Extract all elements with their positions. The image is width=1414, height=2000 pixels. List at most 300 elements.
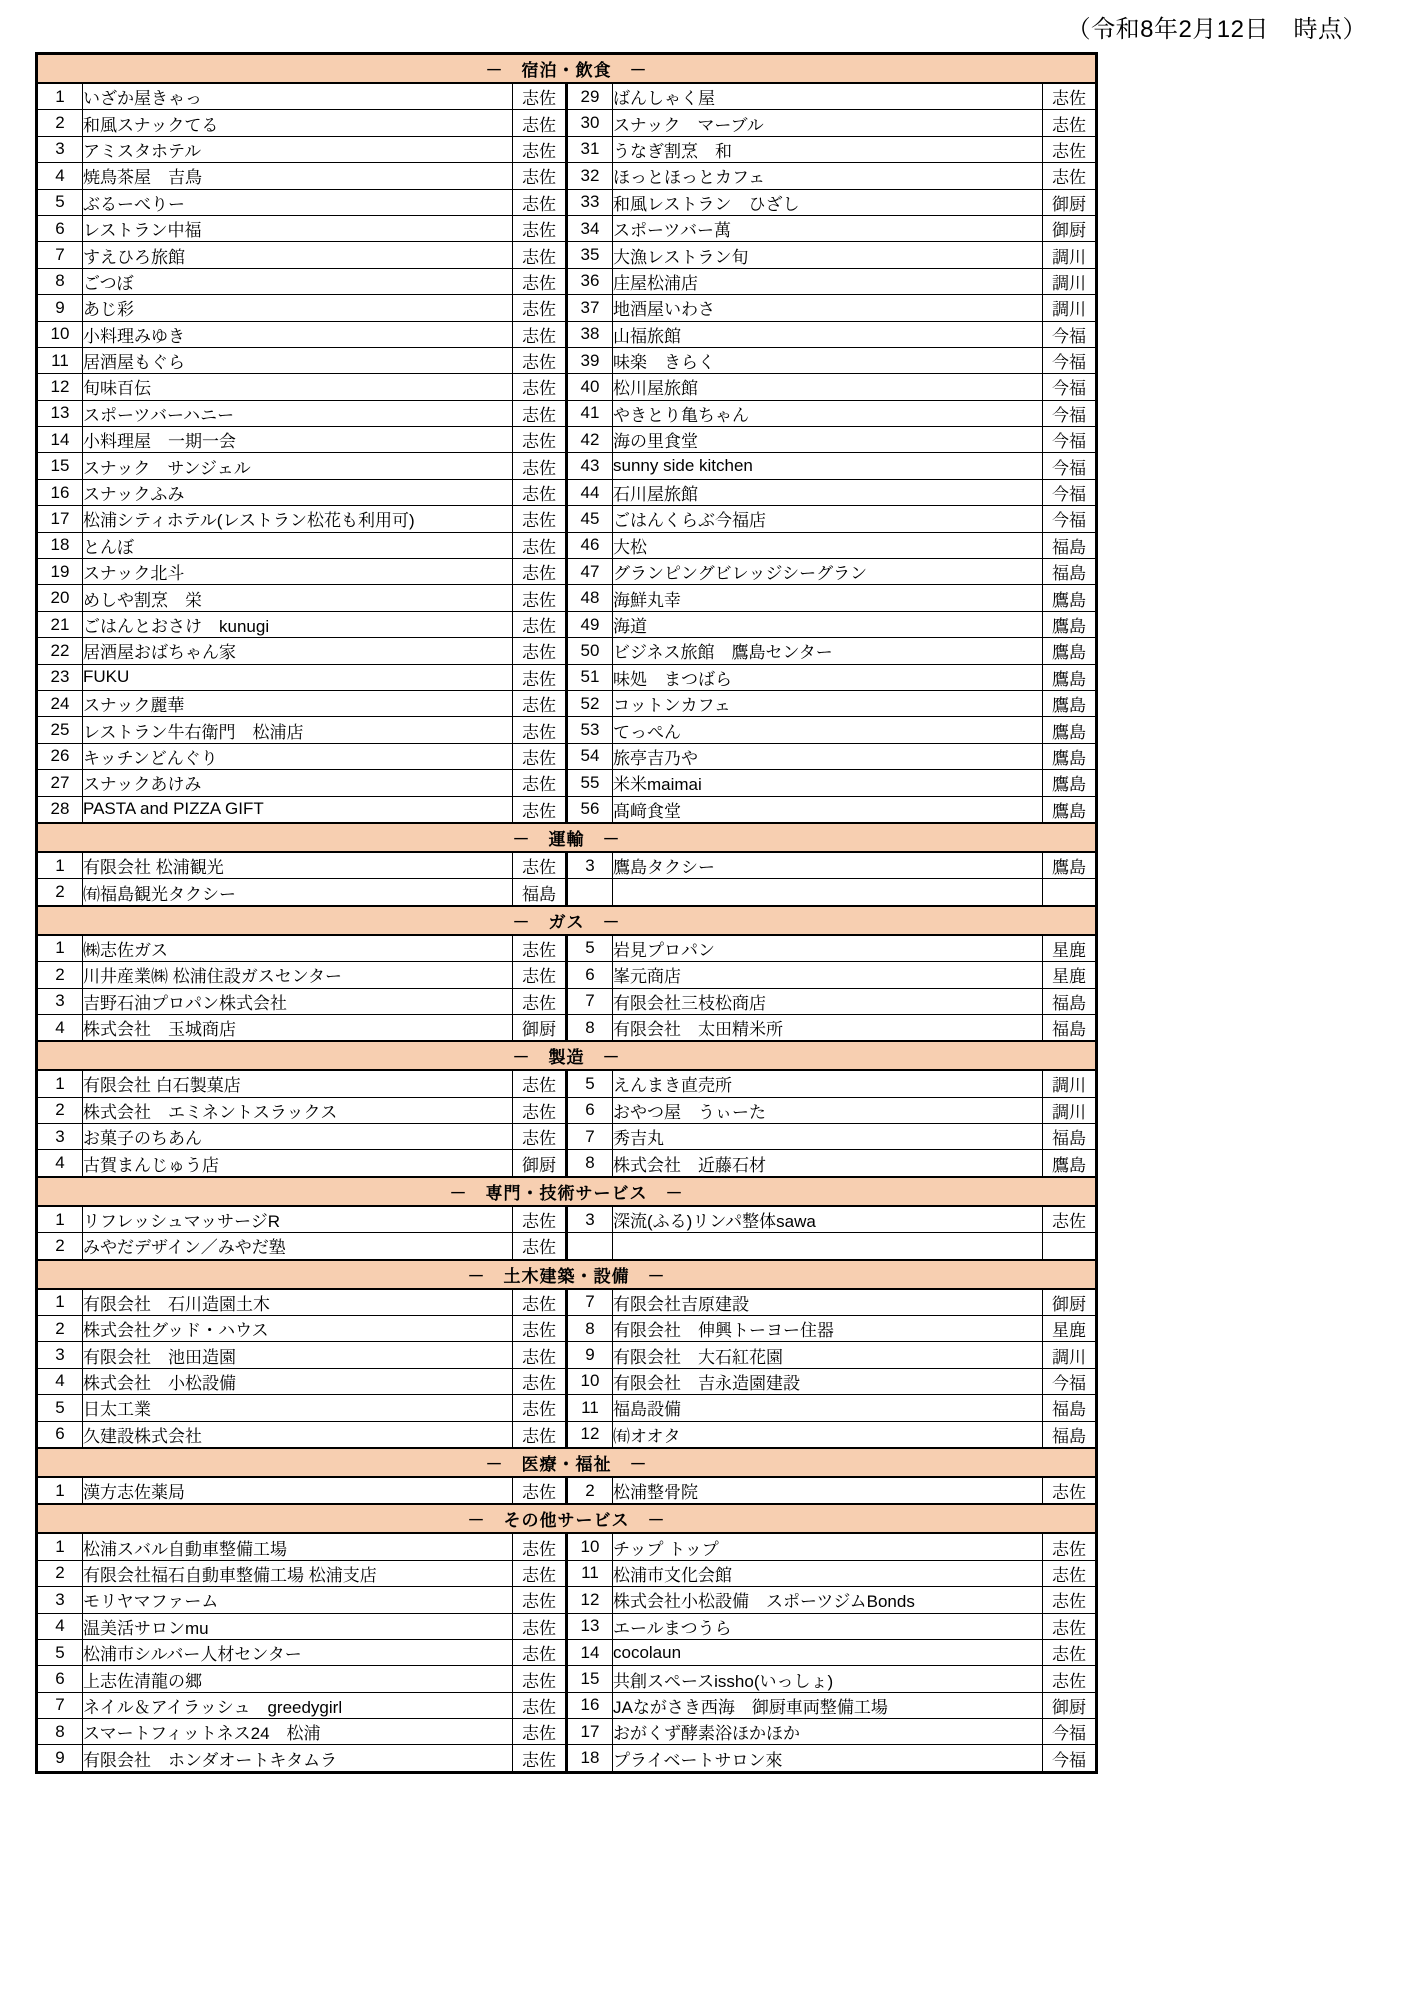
table-row: [37, 585, 1097, 611]
row-number-right: 35: [567, 242, 613, 268]
section-header-row: [37, 1177, 1097, 1206]
business-name-right: ㈲オオタ: [613, 1421, 1043, 1448]
row-number-left: 4: [37, 1368, 83, 1394]
district-left: 志佐: [513, 1395, 567, 1421]
table-row: [37, 1613, 1097, 1639]
row-number-right: 10: [567, 1533, 613, 1560]
row-number-right: 6: [567, 962, 613, 988]
business-name-right: 有限会社三枝松商店: [613, 988, 1043, 1014]
table-row: [37, 935, 1097, 962]
table-row: [37, 1368, 1097, 1394]
district-right: 志佐: [1043, 1613, 1097, 1639]
district-right: 福島: [1043, 988, 1097, 1014]
business-name-left: 和風スナックてる: [83, 110, 513, 136]
business-name-left: あじ彩: [83, 295, 513, 321]
row-number-right: 41: [567, 400, 613, 426]
row-number-right: [567, 1233, 613, 1260]
district-right: 鷹島: [1043, 770, 1097, 796]
business-name-right: おやつ屋 うぃーた: [613, 1097, 1043, 1123]
row-number-left: 5: [37, 189, 83, 215]
district-right: 志佐: [1043, 1477, 1097, 1504]
business-name-right: コットンカフェ: [613, 690, 1043, 716]
business-name-right: JAながさき西海 御厨車両整備工場: [613, 1692, 1043, 1718]
row-number-left: 1: [37, 1289, 83, 1316]
row-number-right: 38: [567, 321, 613, 347]
table-row: [37, 506, 1097, 532]
district-right: 志佐: [1043, 1206, 1097, 1233]
row-number-right: 43: [567, 453, 613, 479]
row-number-left: 27: [37, 770, 83, 796]
district-left: 志佐: [513, 215, 567, 241]
district-left: 志佐: [513, 743, 567, 769]
district-right: 鷹島: [1043, 1150, 1097, 1177]
row-number-right: 55: [567, 770, 613, 796]
table-row: [37, 1070, 1097, 1097]
business-name-left: 居酒屋おばちゃん家: [83, 638, 513, 664]
district-left: 福島: [513, 879, 567, 906]
row-number-left: 3: [37, 136, 83, 162]
row-number-left: 8: [37, 1719, 83, 1745]
business-name-right: てっぺん: [613, 717, 1043, 743]
district-left: 志佐: [513, 664, 567, 690]
district-right: 調川: [1043, 242, 1097, 268]
business-name-left: 有限会社 松浦観光: [83, 852, 513, 879]
section-title: － 専門・技術サービス －: [37, 1177, 1097, 1206]
row-number-left: 2: [37, 1233, 83, 1260]
business-name-right: 共創スペースissho(いっしょ): [613, 1666, 1043, 1692]
district-right: 御厨: [1043, 189, 1097, 215]
district-right: 鷹島: [1043, 585, 1097, 611]
business-name-left: モリヤマファーム: [83, 1587, 513, 1613]
row-number-left: 5: [37, 1639, 83, 1665]
row-number-left: 19: [37, 559, 83, 585]
district-left: 志佐: [513, 1692, 567, 1718]
row-number-right: 12: [567, 1587, 613, 1613]
district-right: 福島: [1043, 1395, 1097, 1421]
district-left: 志佐: [513, 321, 567, 347]
business-name-left: 温美活サロンmu: [83, 1613, 513, 1639]
row-number-right: 33: [567, 189, 613, 215]
business-name-right: sunny side kitchen: [613, 453, 1043, 479]
business-name-left: 有限会社 池田造園: [83, 1342, 513, 1368]
table-row: [37, 988, 1097, 1014]
district-left: 志佐: [513, 796, 567, 823]
district-right: 鷹島: [1043, 611, 1097, 637]
row-number-right: 30: [567, 110, 613, 136]
business-name-left: ネイル＆アイラッシュ greedygirl: [83, 1692, 513, 1718]
section-header-row: [37, 823, 1097, 852]
row-number-right: 12: [567, 1421, 613, 1448]
row-number-right: 47: [567, 559, 613, 585]
business-name-right: 海の里食堂: [613, 427, 1043, 453]
district-left: 志佐: [513, 1745, 567, 1772]
row-number-right: 44: [567, 479, 613, 505]
row-number-left: 25: [37, 717, 83, 743]
business-name-left: すえひろ旅館: [83, 242, 513, 268]
district-right: 今福: [1043, 453, 1097, 479]
business-name-left: ごつぼ: [83, 268, 513, 294]
row-number-left: 4: [37, 1014, 83, 1041]
business-name-left: 旬味百伝: [83, 374, 513, 400]
table-row: [37, 1692, 1097, 1718]
row-number-right: 11: [567, 1395, 613, 1421]
row-number-left: 11: [37, 347, 83, 373]
row-number-right: 3: [567, 1206, 613, 1233]
table-row: [37, 852, 1097, 879]
row-number-left: 20: [37, 585, 83, 611]
row-number-right: 2: [567, 1477, 613, 1504]
row-number-right: 14: [567, 1639, 613, 1665]
business-name-left: お菓子のちあん: [83, 1124, 513, 1150]
business-name-left: 株式会社グッド・ハウス: [83, 1316, 513, 1342]
row-number-left: 6: [37, 1666, 83, 1692]
business-name-left: PASTA and PIZZA GIFT: [83, 796, 513, 823]
row-number-right: 6: [567, 1097, 613, 1123]
business-name-left: 漢方志佐薬局: [83, 1477, 513, 1504]
district-left: 志佐: [513, 400, 567, 426]
district-left: 志佐: [513, 1613, 567, 1639]
row-number-left: 3: [37, 1342, 83, 1368]
table-row: [37, 559, 1097, 585]
row-number-left: 28: [37, 796, 83, 823]
business-name-right: 旅亭吉乃や: [613, 743, 1043, 769]
district-left: 志佐: [513, 242, 567, 268]
business-name-right: 有限会社 太田精米所: [613, 1014, 1043, 1041]
table-row: [37, 611, 1097, 637]
district-right: 志佐: [1043, 1639, 1097, 1665]
row-number-right: 10: [567, 1368, 613, 1394]
district-left: 志佐: [513, 1233, 567, 1260]
business-name-left: いざか屋きゃっ: [83, 83, 513, 110]
district-left: 志佐: [513, 559, 567, 585]
district-right: 調川: [1043, 1342, 1097, 1368]
table-row: [37, 1639, 1097, 1665]
district-left: 志佐: [513, 347, 567, 373]
district-right: 星鹿: [1043, 935, 1097, 962]
business-directory-table: [35, 52, 1098, 1774]
business-name-right: スポーツバー萬: [613, 215, 1043, 241]
business-name-right: 深流(ふる)リンパ整体sawa: [613, 1206, 1043, 1233]
row-number-right: 31: [567, 136, 613, 162]
row-number-left: 1: [37, 1206, 83, 1233]
district-left: 志佐: [513, 585, 567, 611]
business-name-right: ごはんくらぶ今福店: [613, 506, 1043, 532]
table-row: [37, 1342, 1097, 1368]
business-name-left: スナック麗華: [83, 690, 513, 716]
district-left: 志佐: [513, 1719, 567, 1745]
table-row: [37, 664, 1097, 690]
row-number-right: 5: [567, 935, 613, 962]
business-name-right: チップ トップ: [613, 1533, 1043, 1560]
business-name-left: ㈱志佐ガス: [83, 935, 513, 962]
table-row: [37, 215, 1097, 241]
district-right: 今福: [1043, 427, 1097, 453]
table-row: [37, 1395, 1097, 1421]
business-name-left: 居酒屋もぐら: [83, 347, 513, 373]
row-number-right: 51: [567, 664, 613, 690]
district-left: 志佐: [513, 374, 567, 400]
business-name-left: スポーツバーハニー: [83, 400, 513, 426]
row-number-left: 18: [37, 532, 83, 558]
business-name-left: ごはんとおさけ kunugi: [83, 611, 513, 637]
district-right: 志佐: [1043, 136, 1097, 162]
district-left: 志佐: [513, 295, 567, 321]
district-right: 鷹島: [1043, 743, 1097, 769]
business-name-right: 味処 まつばら: [613, 664, 1043, 690]
row-number-right: 46: [567, 532, 613, 558]
business-name-right: 株式会社小松設備 スポーツジムBonds: [613, 1587, 1043, 1613]
business-name-left: 株式会社 小松設備: [83, 1368, 513, 1394]
row-number-left: 4: [37, 1613, 83, 1639]
row-number-right: 9: [567, 1342, 613, 1368]
district-right: 今福: [1043, 1368, 1097, 1394]
business-name-right: 海鮮丸幸: [613, 585, 1043, 611]
business-name-right: 秀吉丸: [613, 1124, 1043, 1150]
row-number-left: 8: [37, 268, 83, 294]
business-name-right: グランピングビレッジシーグラン: [613, 559, 1043, 585]
district-left: 志佐: [513, 163, 567, 189]
business-name-right: 有限会社吉原建設: [613, 1289, 1043, 1316]
row-number-right: 17: [567, 1719, 613, 1745]
table-row: [37, 1150, 1097, 1177]
district-right: 志佐: [1043, 83, 1097, 110]
section-title: － 土木建築・設備 －: [37, 1260, 1097, 1289]
row-number-left: 1: [37, 1533, 83, 1560]
row-number-right: 7: [567, 988, 613, 1014]
section-title: － ガス －: [37, 906, 1097, 935]
table-row: [37, 110, 1097, 136]
district-left: 志佐: [513, 1477, 567, 1504]
as-of-date: （令和8年2月12日 時点）: [1066, 15, 1367, 43]
business-name-right: [613, 1233, 1043, 1260]
row-number-left: 1: [37, 83, 83, 110]
row-number-right: 36: [567, 268, 613, 294]
business-name-right: 地酒屋いわさ: [613, 295, 1043, 321]
row-number-right: 16: [567, 1692, 613, 1718]
district-left: 志佐: [513, 611, 567, 637]
row-number-left: 4: [37, 163, 83, 189]
district-right: 志佐: [1043, 1533, 1097, 1560]
business-name-right: 和風レストラン ひざし: [613, 189, 1043, 215]
district-left: 志佐: [513, 1368, 567, 1394]
table-row: [37, 1206, 1097, 1233]
business-name-left: みやだデザイン／みやだ塾: [83, 1233, 513, 1260]
district-left: 志佐: [513, 1342, 567, 1368]
business-name-right: エールまつうら: [613, 1613, 1043, 1639]
table-row: [37, 1316, 1097, 1342]
district-right: 調川: [1043, 268, 1097, 294]
row-number-left: 7: [37, 242, 83, 268]
business-name-right: 石川屋旅館: [613, 479, 1043, 505]
business-name-left: とんぼ: [83, 532, 513, 558]
table-row: [37, 1533, 1097, 1560]
business-name-right: ビジネス旅館 鷹島センター: [613, 638, 1043, 664]
table-row: [37, 1233, 1097, 1260]
district-right: 福島: [1043, 532, 1097, 558]
district-right: 今福: [1043, 400, 1097, 426]
business-name-right: 岩見プロパン: [613, 935, 1043, 962]
row-number-right: 48: [567, 585, 613, 611]
table-row: [37, 189, 1097, 215]
row-number-left: 4: [37, 1150, 83, 1177]
row-number-left: 23: [37, 664, 83, 690]
table-row: [37, 1745, 1097, 1772]
business-name-right: やきとり亀ちゃん: [613, 400, 1043, 426]
row-number-right: 7: [567, 1124, 613, 1150]
district-right: 志佐: [1043, 1560, 1097, 1586]
district-right: 今福: [1043, 374, 1097, 400]
row-number-right: 45: [567, 506, 613, 532]
row-number-right: 42: [567, 427, 613, 453]
business-name-right: 松浦整骨院: [613, 1477, 1043, 1504]
section-header-row: [37, 906, 1097, 935]
district-left: 志佐: [513, 1639, 567, 1665]
district-left: 志佐: [513, 1587, 567, 1613]
business-name-right: cocolaun: [613, 1639, 1043, 1665]
business-name-right: [613, 879, 1043, 906]
row-number-right: 54: [567, 743, 613, 769]
business-name-right: プライベートサロン來: [613, 1745, 1043, 1772]
row-number-right: 56: [567, 796, 613, 823]
row-number-right: 52: [567, 690, 613, 716]
district-left: 志佐: [513, 1533, 567, 1560]
row-number-left: 13: [37, 400, 83, 426]
business-name-left: スナックふみ: [83, 479, 513, 505]
business-name-left: 吉野石油プロパン株式会社: [83, 988, 513, 1014]
district-right: 鷹島: [1043, 690, 1097, 716]
business-name-left: 古賀まんじゅう店: [83, 1150, 513, 1177]
row-number-left: 2: [37, 879, 83, 906]
table-row: [37, 136, 1097, 162]
business-name-left: スマートフィットネス24 松浦: [83, 1719, 513, 1745]
business-name-left: ㈲福島観光タクシー: [83, 879, 513, 906]
district-left: 志佐: [513, 852, 567, 879]
district-right: 今福: [1043, 321, 1097, 347]
district-right: 調川: [1043, 295, 1097, 321]
business-name-right: 庄屋松浦店: [613, 268, 1043, 294]
business-name-right: 大松: [613, 532, 1043, 558]
business-name-left: 有限会社 ホンダオートキタムラ: [83, 1745, 513, 1772]
business-name-left: 小料理屋 一期一会: [83, 427, 513, 453]
table-row: [37, 1719, 1097, 1745]
business-name-left: 有限会社 白石製菓店: [83, 1070, 513, 1097]
business-name-left: 松浦シティホテル(レストラン松花も利用可): [83, 506, 513, 532]
business-name-right: 松浦市文化会館: [613, 1560, 1043, 1586]
row-number-left: 5: [37, 1395, 83, 1421]
business-name-right: スナック マーブル: [613, 110, 1043, 136]
district-left: 志佐: [513, 1560, 567, 1586]
row-number-left: 16: [37, 479, 83, 505]
business-name-right: 有限会社 大石紅花園: [613, 1342, 1043, 1368]
business-name-left: 久建設株式会社: [83, 1421, 513, 1448]
table-row: [37, 295, 1097, 321]
district-right: 調川: [1043, 1097, 1097, 1123]
district-right: 今福: [1043, 347, 1097, 373]
table-row: [37, 347, 1097, 373]
row-number-right: 37: [567, 295, 613, 321]
table-row: [37, 83, 1097, 110]
row-number-right: 18: [567, 1745, 613, 1772]
table-row: [37, 962, 1097, 988]
table-row: [37, 374, 1097, 400]
row-number-right: 11: [567, 1560, 613, 1586]
table-row: [37, 770, 1097, 796]
business-name-left: 焼鳥茶屋 吉鳥: [83, 163, 513, 189]
row-number-right: 3: [567, 852, 613, 879]
district-left: 志佐: [513, 770, 567, 796]
district-left: 志佐: [513, 1666, 567, 1692]
business-name-left: キッチンどんぐり: [83, 743, 513, 769]
district-left: 志佐: [513, 1124, 567, 1150]
row-number-left: 1: [37, 935, 83, 962]
business-name-right: 福島設備: [613, 1395, 1043, 1421]
row-number-left: 24: [37, 690, 83, 716]
district-right: 志佐: [1043, 110, 1097, 136]
business-name-left: スナック サンジェル: [83, 453, 513, 479]
table-row: [37, 400, 1097, 426]
business-name-left: 日太工業: [83, 1395, 513, 1421]
business-name-right: ほっとほっとカフェ: [613, 163, 1043, 189]
business-name-left: レストラン中福: [83, 215, 513, 241]
district-left: 御厨: [513, 1150, 567, 1177]
business-name-left: 有限会社 石川造園土木: [83, 1289, 513, 1316]
table-row: [37, 1477, 1097, 1504]
row-number-left: 6: [37, 215, 83, 241]
business-name-left: レストラン牛右衛門 松浦店: [83, 717, 513, 743]
row-number-left: 9: [37, 295, 83, 321]
table-row: [37, 638, 1097, 664]
table-row: [37, 163, 1097, 189]
section-title: － 医療・福祉 －: [37, 1448, 1097, 1477]
row-number-left: 17: [37, 506, 83, 532]
district-left: 志佐: [513, 935, 567, 962]
district-left: 志佐: [513, 717, 567, 743]
district-left: 志佐: [513, 83, 567, 110]
district-left: 御厨: [513, 1014, 567, 1041]
row-number-right: 32: [567, 163, 613, 189]
row-number-right: 50: [567, 638, 613, 664]
business-name-right: 松川屋旅館: [613, 374, 1043, 400]
row-number-left: 2: [37, 1560, 83, 1586]
district-right: 志佐: [1043, 163, 1097, 189]
row-number-left: 14: [37, 427, 83, 453]
business-name-left: リフレッシュマッサージR: [83, 1206, 513, 1233]
table-row: [37, 1421, 1097, 1448]
table-row: [37, 268, 1097, 294]
section-header-row: [37, 1041, 1097, 1070]
row-number-right: 40: [567, 374, 613, 400]
business-name-right: えんまき直売所: [613, 1070, 1043, 1097]
row-number-left: 1: [37, 1477, 83, 1504]
district-left: 志佐: [513, 1097, 567, 1123]
row-number-left: 2: [37, 1097, 83, 1123]
table-row: [37, 1124, 1097, 1150]
district-left: 志佐: [513, 1289, 567, 1316]
district-right: 鷹島: [1043, 638, 1097, 664]
district-right: 星鹿: [1043, 1316, 1097, 1342]
business-name-left: 株式会社 エミネントスラックス: [83, 1097, 513, 1123]
district-left: 志佐: [513, 1316, 567, 1342]
business-name-right: 峯元商店: [613, 962, 1043, 988]
district-right: 今福: [1043, 479, 1097, 505]
row-number-right: 39: [567, 347, 613, 373]
row-number-left: 1: [37, 1070, 83, 1097]
table-row: [37, 479, 1097, 505]
business-name-right: 鷹島タクシー: [613, 852, 1043, 879]
business-name-right: 大漁レストラン旬: [613, 242, 1043, 268]
row-number-left: 26: [37, 743, 83, 769]
district-right: [1043, 879, 1097, 906]
